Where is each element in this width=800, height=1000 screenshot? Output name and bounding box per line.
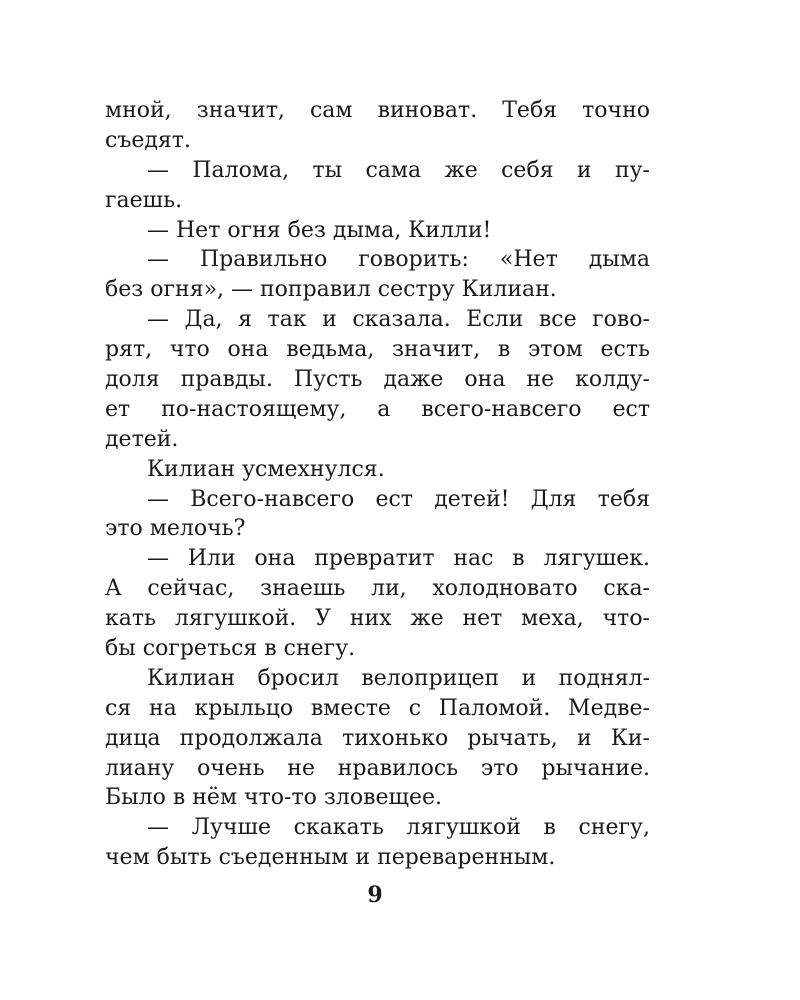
text-line: — Всего-навсего ест детей! Для тебя [147,486,650,512]
text-line: — Да, я так и сказала. Если все гово- [147,307,650,333]
text-line: гаешь. [105,187,183,213]
text-line: — Нет огня без дыма, Килли! [147,217,492,243]
text-line: чем быть съеденным и переваренным. [105,845,556,871]
text-line: — Палома, ты сама же себя и пу- [147,157,650,183]
text-line: — Правильно говорить: «Нет дыма [147,247,650,273]
text-line: Было в нём что-то зловещее. [105,785,442,811]
text-line: Килиан бросил велоприцеп и поднял- [147,665,650,691]
text-line: А сейчас, знаешь ли, холодновато ска- [105,576,650,602]
text-line: дица продолжала тихонько рычать, и Ки- [105,725,650,751]
text-line: съедят. [105,127,191,153]
page-body-text [105,96,650,873]
text-line: — Или она превратит нас в лягушек. [147,546,650,572]
text-line: ет по-настоящему, а всего-навсего ест [105,396,650,422]
page-number: 9 [367,882,383,908]
text-line: мной, значит, сам виноват. Тебя точно [105,98,650,123]
text-line: Килиан усмехнулся. [147,456,385,482]
text-line: рят, что она ведьма, значит, в этом есть [105,337,650,363]
text-line: бы согреться в снегу. [105,636,356,662]
text-line: ся на крыльцо вместе с Паломой. Медве- [105,695,650,721]
text-line: — Лучше скакать лягушкой в снегу, [147,815,650,841]
text-line: лиану очень не нравилось это рычание. [105,755,650,781]
text-line: кать лягушкой. У них же нет меха, что- [105,606,650,632]
text-line: детей. [105,426,179,452]
text-line: доля правды. Пусть даже она не колду- [105,367,650,393]
text-line: это мелочь? [105,516,246,542]
text-line: без огня», — поправил сестру Килиан. [105,277,557,303]
